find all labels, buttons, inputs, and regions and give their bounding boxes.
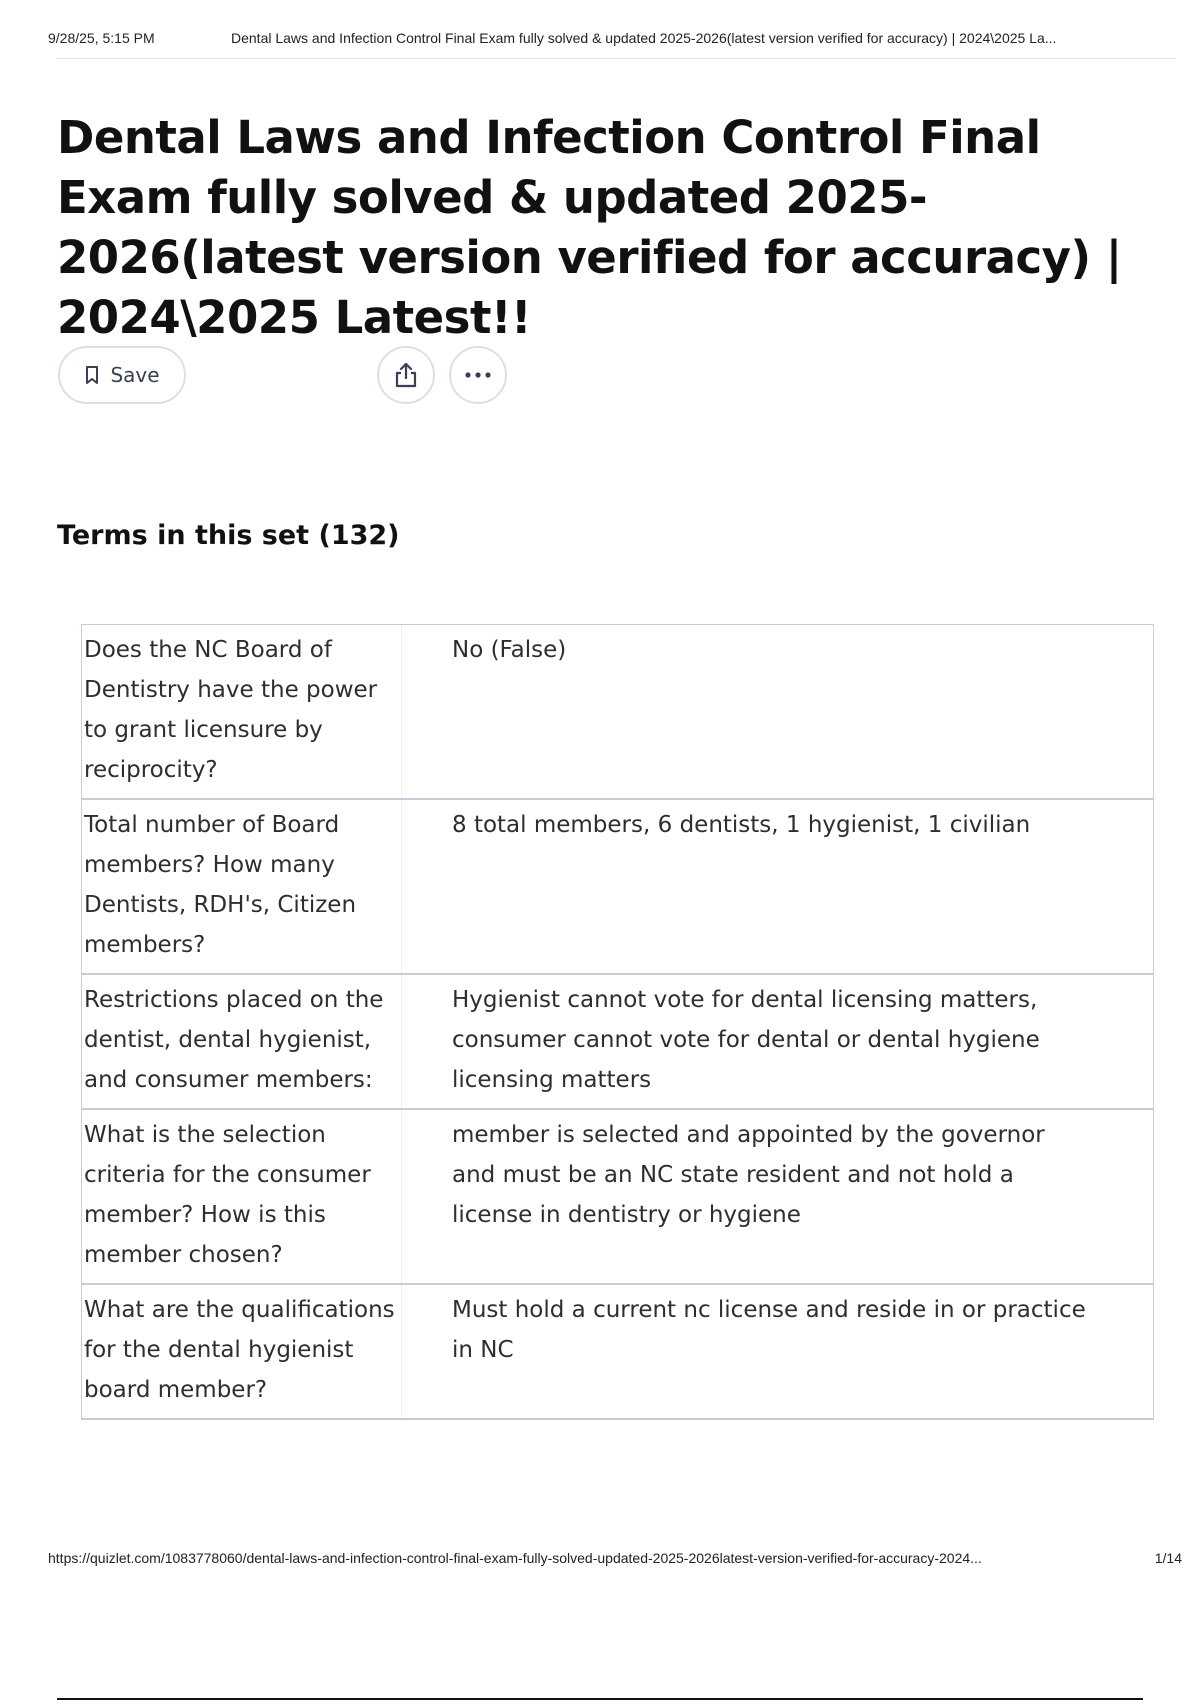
definition-cell: 8 total members, 6 dentists, 1 hygienist, 1 civilian (452, 812, 1031, 838)
table-row (82, 625, 1153, 800)
term-cell: Restrictions placed on the dentist, dental hygienist, and consumer members: (82, 975, 402, 1108)
save-button[interactable] (58, 346, 186, 404)
definition-cell: Must hold a current nc license and reside in or practice in NC (452, 1297, 1086, 1363)
definition-cell: No (False) (452, 637, 567, 663)
page-title: Dental Laws and Infection Control Final Exam fully solved & updated 2025-2026(latest version verified for accuracy) | 2024\2025 Latest!! (57, 111, 1122, 344)
share-icon (393, 361, 419, 389)
definition-cell: member is selected and appointed by the governor and must be an NC state resident and not hold a license in dentistry or hygiene (452, 1122, 1045, 1228)
table-row (82, 975, 1153, 1110)
print-url: https://quizlet.com/1083778060/dental-laws-and-infection-control-final-exam-fully-solved-updated-2025-2026latest-version-verified-for-accuracy-2024... (48, 1550, 982, 1566)
terms-table (81, 624, 1154, 1420)
bookmark-icon (84, 365, 100, 385)
term-cell: What is the selection criteria for the consumer member? How is this member chosen? (82, 1110, 402, 1283)
save-button-label: Save (110, 363, 160, 387)
more-options-button[interactable] (449, 346, 507, 404)
terms-heading: Terms in this set (132) (57, 520, 400, 551)
table-row (82, 1110, 1153, 1285)
more-icon (463, 371, 493, 379)
table-row (82, 1285, 1153, 1420)
term-cell: Does the NC Board of Dentistry have the power to grant licensure by reciprocity? (82, 625, 402, 798)
term-cell: Total number of Board members? How many Dentists, RDH's, Citizen members? (82, 800, 402, 973)
share-button[interactable] (377, 346, 435, 404)
definition-cell: Hygienist cannot vote for dental licensing matters, consumer cannot vote for dental or dental hygiene licensing matters (452, 987, 1040, 1093)
header-divider (56, 58, 1176, 59)
page-indicator: 1/14 (1154, 1550, 1182, 1566)
table-row (82, 800, 1153, 975)
print-timestamp: 9/28/25, 5:15 PM (48, 30, 155, 46)
term-cell: What are the qualifications for the dental hygienist board member? (82, 1285, 402, 1418)
print-doc-title: Dental Laws and Infection Control Final Exam fully solved & updated 2025-2026(latest version verified for accuracy) | 2024\2025 La... (231, 30, 1057, 46)
